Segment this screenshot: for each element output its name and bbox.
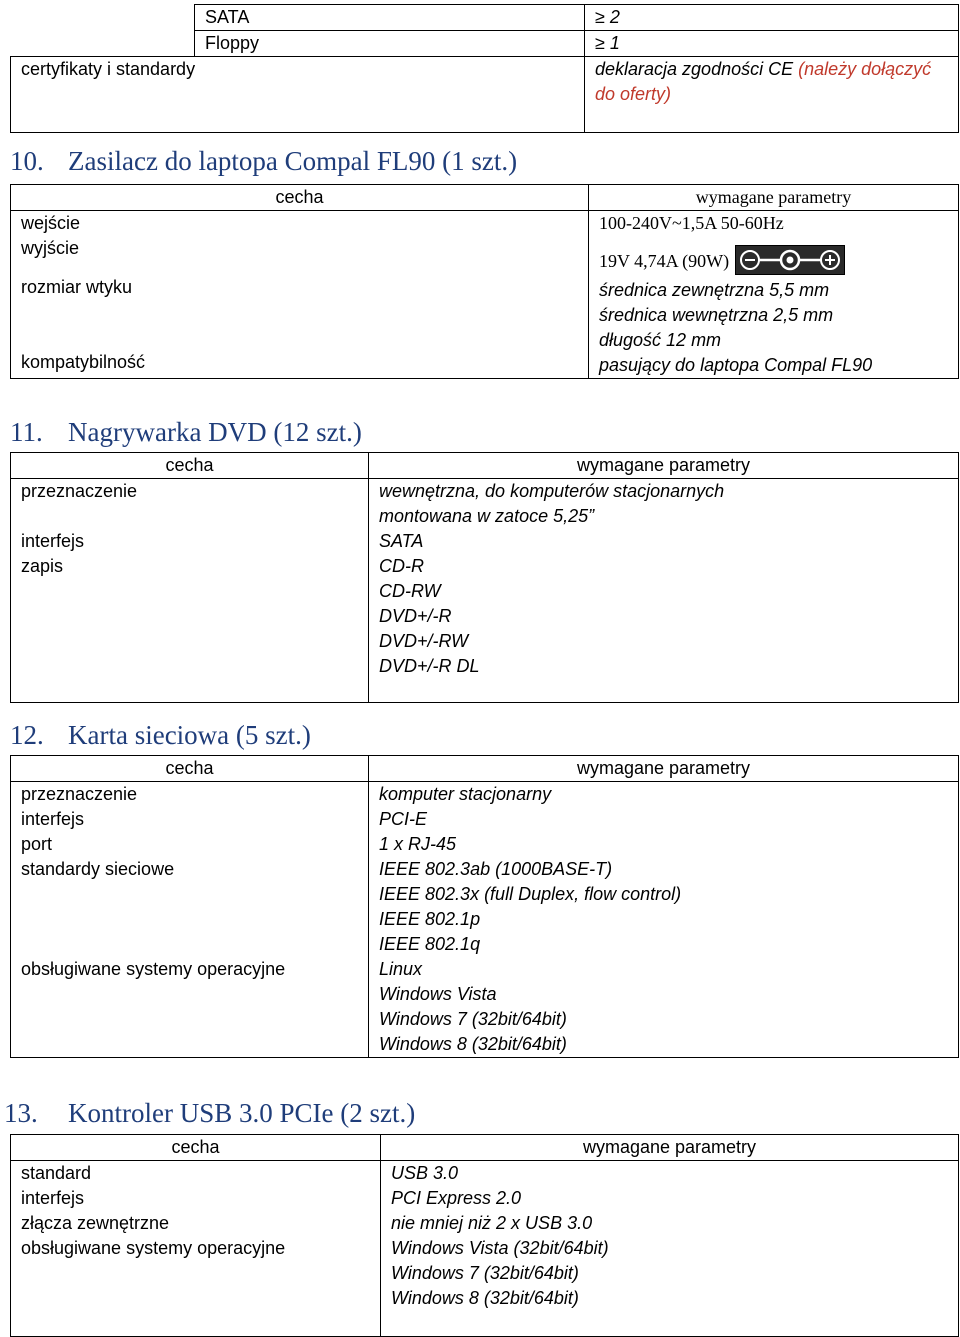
spec-label: certyfikaty i standardy (11, 57, 585, 133)
spec-table-dvd (10, 452, 959, 703)
spec-table-psu (10, 184, 959, 379)
top-spec-table (10, 4, 959, 133)
spec-value: ≥ 1 (585, 31, 959, 57)
header-parametry: wymagane parametry (369, 756, 959, 782)
header-cecha: cecha (11, 453, 369, 479)
spec-labels: standard interfejs złącza zewnętrzne obsługiwane systemy operacyjne (11, 1161, 381, 1337)
table-header (11, 453, 959, 479)
table-row (11, 57, 959, 133)
header-parametry: wymagane parametry (589, 185, 959, 211)
spec-values: wewnętrzna, do komputerów stacjonarnych montowana w zatoce 5,25” SATA CD-R CD-RW DVD+/-R DVD+/-RW DVD+/-R DL (369, 479, 959, 703)
spec-table-nic (10, 755, 959, 1058)
spec-value: deklaracja zgodności CE (należy dołączyć do oferty) (585, 57, 959, 133)
table-row (11, 782, 959, 1058)
header-cecha: cecha (11, 185, 589, 211)
spec-label: SATA (195, 5, 585, 31)
spec-values: USB 3.0 PCI Express 2.0 nie mniej niż 2 x USB 3.0 Windows Vista (32bit/64bit) Windows 7 (32bit/64bit) Windows 8 (32bit/64bit) (381, 1161, 959, 1337)
table-row (11, 31, 959, 57)
required-note: (należy dołączyć do oferty) (595, 59, 932, 104)
header-parametry: wymagane parametry (381, 1135, 959, 1161)
header-parametry: wymagane parametry (369, 453, 959, 479)
table-row (11, 211, 959, 379)
table-row (11, 1161, 959, 1337)
table-row (11, 479, 959, 703)
section-heading: 12. Karta sieciowa (5 szt.) (10, 720, 311, 750)
table-header (11, 756, 959, 782)
header-cecha: cecha (11, 756, 369, 782)
table-header (11, 1135, 959, 1161)
spec-labels: przeznaczenie interfejs port standardy sieciowe obsługiwane systemy operacyjne (11, 782, 369, 1058)
spec-values: komputer stacjonarny PCI-E 1 x RJ-45 IEEE 802.3ab (1000BASE-T) IEEE 802.3x (full Duplex, flow control) IEEE 802.1p IEEE 802.1q Linux Windows Vista Windows 7 (32bit/64bit) Windows 8 (32bit/64bit) (369, 782, 959, 1058)
table-header (11, 185, 959, 211)
spec-labels: wejście wyjście rozmiar wtyku kompatybilność (11, 211, 589, 379)
spec-table-usb (10, 1134, 959, 1337)
spec-labels: przeznaczenie interfejs zapis (11, 479, 369, 703)
polarity-symbol-icon (735, 245, 845, 275)
table-row (11, 5, 959, 31)
section-heading: 11. Nagrywarka DVD (12 szt.) (10, 417, 362, 447)
spec-values: 100-240V~1,5A 50-60Hz 19V 4,74A (90W) średnica zewnętrzna 5,5 mm średnica wewnętrzna 2,5 mm długość 12 mm pasujący do laptopa Compal FL90 (589, 211, 959, 379)
spec-label: Floppy (195, 31, 585, 57)
header-cecha: cecha (11, 1135, 381, 1161)
section-heading: 13. Kontroler USB 3.0 PCIe (2 szt.) (4, 1098, 416, 1128)
section-heading: 10. Zasilacz do laptopa Compal FL90 (1 szt.) (10, 146, 518, 176)
spec-value: ≥ 2 (585, 5, 959, 31)
